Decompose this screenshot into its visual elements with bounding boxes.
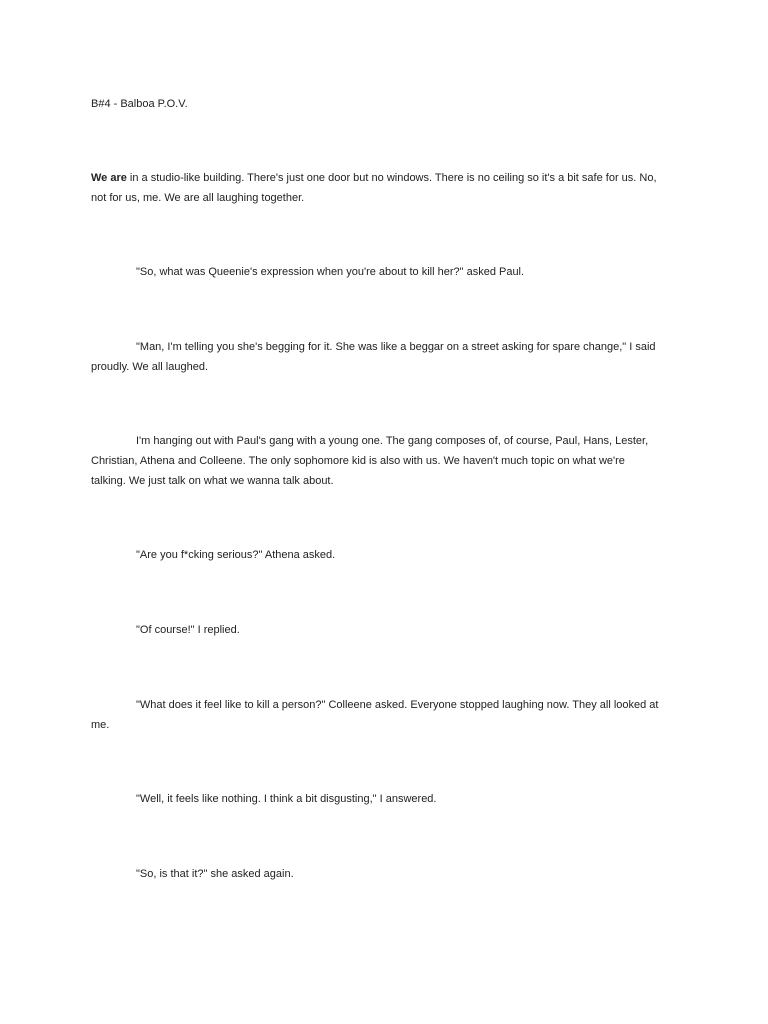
paragraph-1-line-1 — [91, 172, 657, 185]
paragraph-7-line-2: me. — [91, 719, 110, 731]
chapter-heading: B#4 - Balboa P.O.V. — [91, 98, 188, 110]
paragraph-4-line-2: Christian, Athena and Colleene. The only sophomore kid is also with us. We haven't much topic on what we're — [91, 455, 625, 467]
paragraph-1-line-2: not for us, me. We are all laughing together. — [91, 192, 305, 204]
paragraph-4-line-3: talking. We just talk on what we wanna talk about. — [91, 475, 334, 487]
paragraph-7-line-1: "What does it feel like to kill a person?" Colleene asked. Everyone stopped laughing now. They all looked at — [136, 699, 659, 711]
paragraph-6-line-1: "Of course!" I replied. — [136, 624, 240, 636]
paragraph-1-text: in a studio-like building. There's just one door but no windows. There is no ceiling so it's a bit safe for us. No, — [126, 172, 657, 184]
paragraph-5-line-1: "Are you f*cking serious?" Athena asked. — [136, 549, 336, 561]
paragraph-9-line-1: "So, is that it?" she asked again. — [136, 868, 294, 880]
paragraph-2-line-1: "So, what was Queenie's expression when you're about to kill her?" asked Paul. — [136, 266, 525, 278]
paragraph-8-line-1: "Well, it feels like nothing. I think a bit disgusting," I answered. — [136, 793, 437, 805]
paragraph-3-line-2: proudly. We all laughed. — [91, 361, 208, 373]
paragraph-1-lead: We are — [91, 172, 127, 184]
paragraph-4-line-1: I'm hanging out with Paul's gang with a young one. The gang composes of, of course, Paul, Hans, Lester, — [136, 435, 649, 447]
paragraph-3-line-1: "Man, I'm telling you she's begging for it. She was like a beggar on a street asking for spare change," I said — [136, 341, 656, 353]
